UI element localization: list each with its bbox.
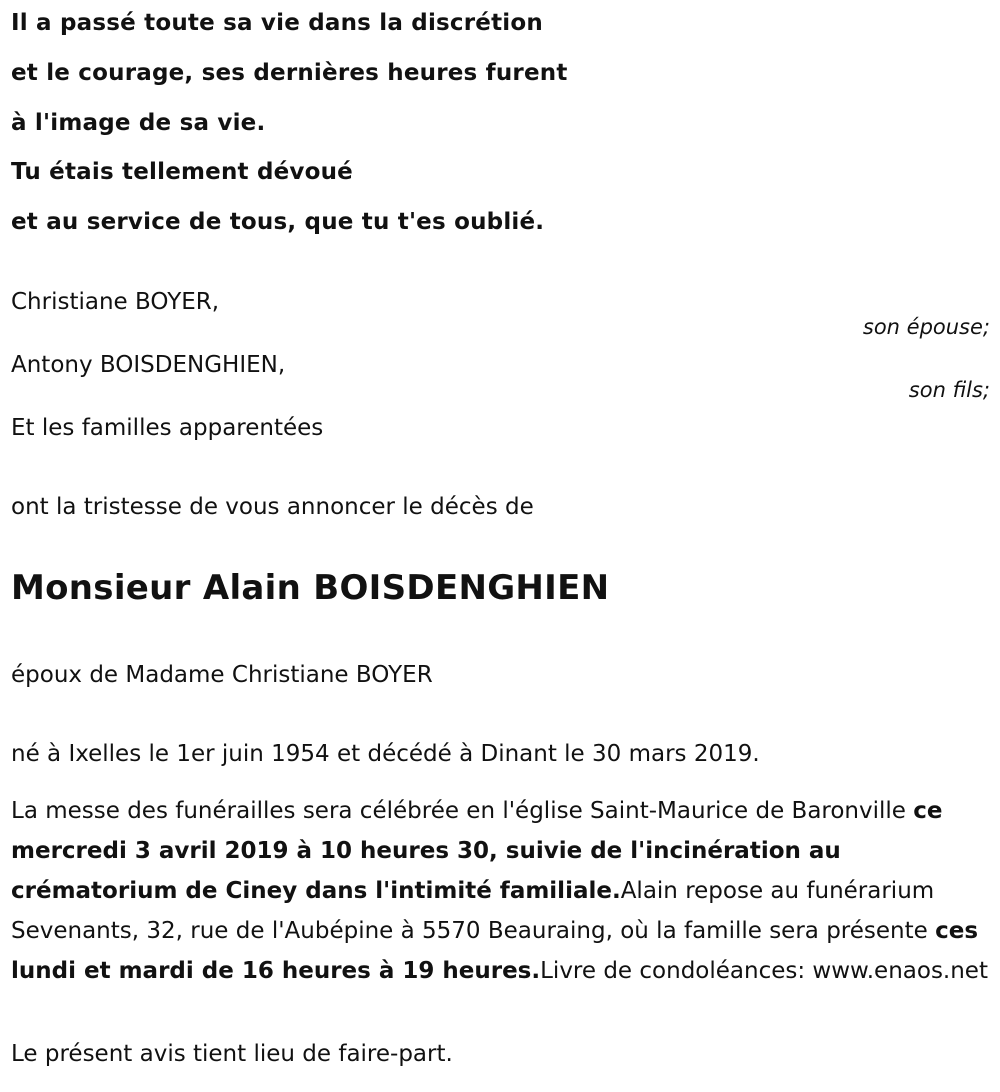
poem-line-1: Il a passé toute sa vie dans la discrétion (11, 10, 543, 36)
funeral-visiting-hours: ces lundi et mardi de 16 heures à 19 heures. (11, 918, 979, 984)
funeral-ceremony: ce mercredi 3 avril 2019 à 10 heures 30, suivie de l'incinération au crématorium de Ciney dans l'intimité familiale. (11, 798, 943, 904)
funeral-paragraph (11, 791, 996, 991)
poem-line-3: à l'image de sa vie. (11, 110, 266, 136)
birth-death-line: né à Ixelles le 1er juin 1954 et décédé à Dinant le 30 mars 2019. (11, 741, 760, 767)
deceased-name: Monsieur Alain BOISDENGHIEN (11, 568, 610, 608)
family-member-name-2: Antony BOISDENGHIEN, (11, 352, 286, 378)
family-member-name-1: Christiane BOYER, (11, 289, 220, 315)
poem-line-5: et au service de tous, que tu t'es oublié. (11, 209, 545, 235)
announcement-text: ont la tristesse de vous annoncer le décès de (11, 494, 534, 520)
family-member-relation-1: son épouse; (862, 315, 990, 339)
poem-line-2: et le courage, ses dernières heures furent (11, 60, 568, 86)
spouse-line: époux de Madame Christiane BOYER (11, 662, 433, 688)
funeral-rest-place: Alain repose au funérarium Sevenants, 32, rue de l'Aubépine à 5570 Beauraing, où la famille sera présente (11, 878, 936, 944)
funeral-details (11, 791, 996, 991)
family-others: Et les familles apparentées (11, 415, 324, 441)
family-member-relation-2: son fils; (908, 378, 990, 402)
funeral-intro: La messe des funérailles sera célébrée en l'église Saint-Maurice de Baronville (11, 798, 914, 824)
closing-line: Le présent avis tient lieu de faire-part. (11, 1041, 453, 1067)
condolences-line: Livre de condoléances: www.enaos.net (540, 958, 988, 984)
poem-line-4: Tu étais tellement dévoué (11, 159, 353, 185)
